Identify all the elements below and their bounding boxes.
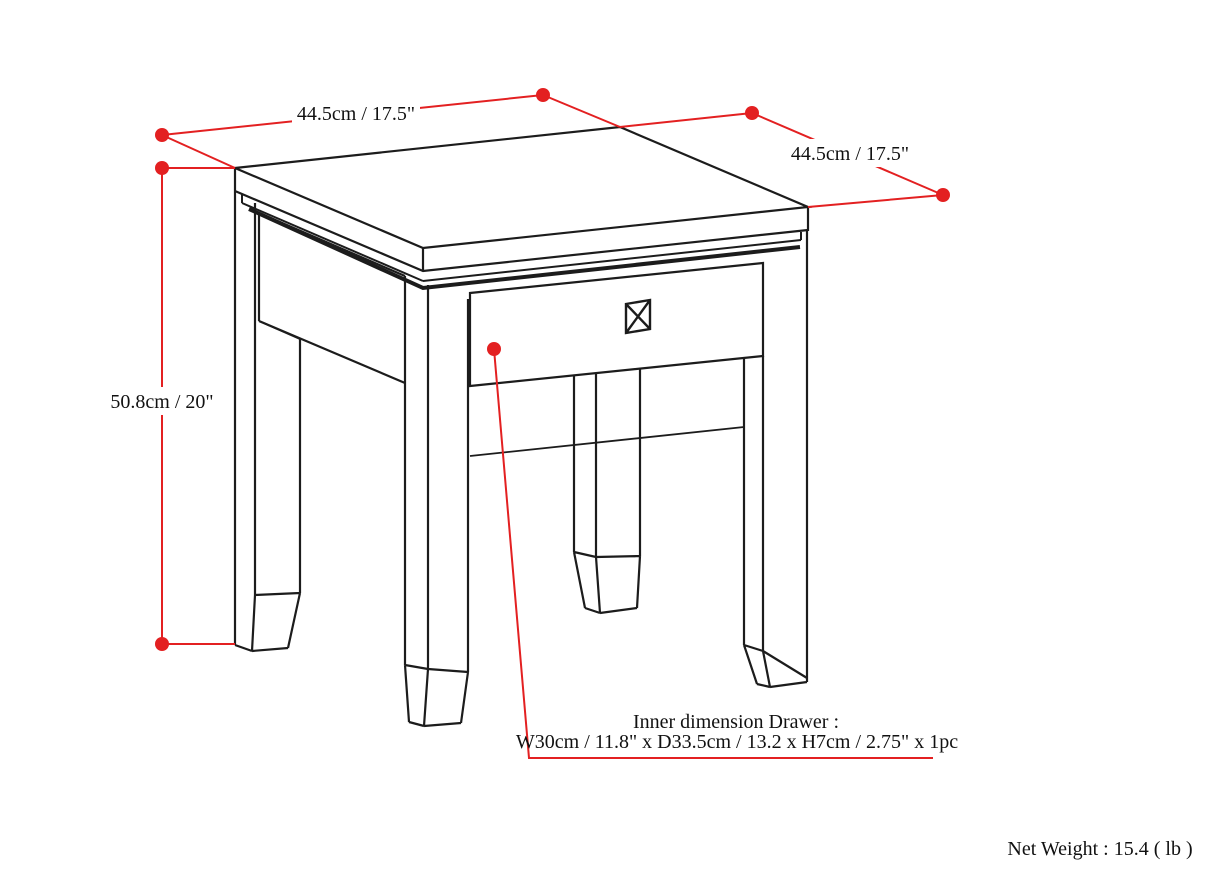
dimension-dot [745, 106, 759, 120]
left-apron-rail-bottom [259, 321, 300, 339]
right-leg [744, 231, 807, 687]
height-dimension-label: 50.8cm / 20" [110, 391, 214, 413]
tabletop-top-face [235, 127, 808, 248]
dimension-dot [536, 88, 550, 102]
drawer-note-title: Inner dimension Drawer : [632, 711, 840, 733]
under-drawer-rail [470, 427, 744, 456]
left-leg [235, 191, 300, 651]
dimension-dot [155, 637, 169, 651]
left-apron-panel [259, 213, 405, 383]
depth-dimension-label: 44.5cm / 17.5" [790, 143, 910, 165]
drawer-front [470, 263, 763, 386]
net-weight-label: Net Weight : 15.4 ( lb ) [1007, 838, 1193, 860]
drawer-leader-line [494, 349, 933, 758]
dimension-dot [155, 128, 169, 142]
width-dimension-label: 44.5cm / 17.5" [296, 103, 416, 125]
drawer-leader-dot [487, 342, 501, 356]
dimension-dot [936, 188, 950, 202]
dimension-dot [155, 161, 169, 175]
drawer-knob-icon [626, 300, 650, 333]
drawer-note-values: W30cm / 11.8" x D33.5cm / 13.2 x H7cm / 2.75" x 1pc [515, 731, 959, 753]
front-leg [405, 276, 468, 726]
back-leg [574, 369, 640, 613]
